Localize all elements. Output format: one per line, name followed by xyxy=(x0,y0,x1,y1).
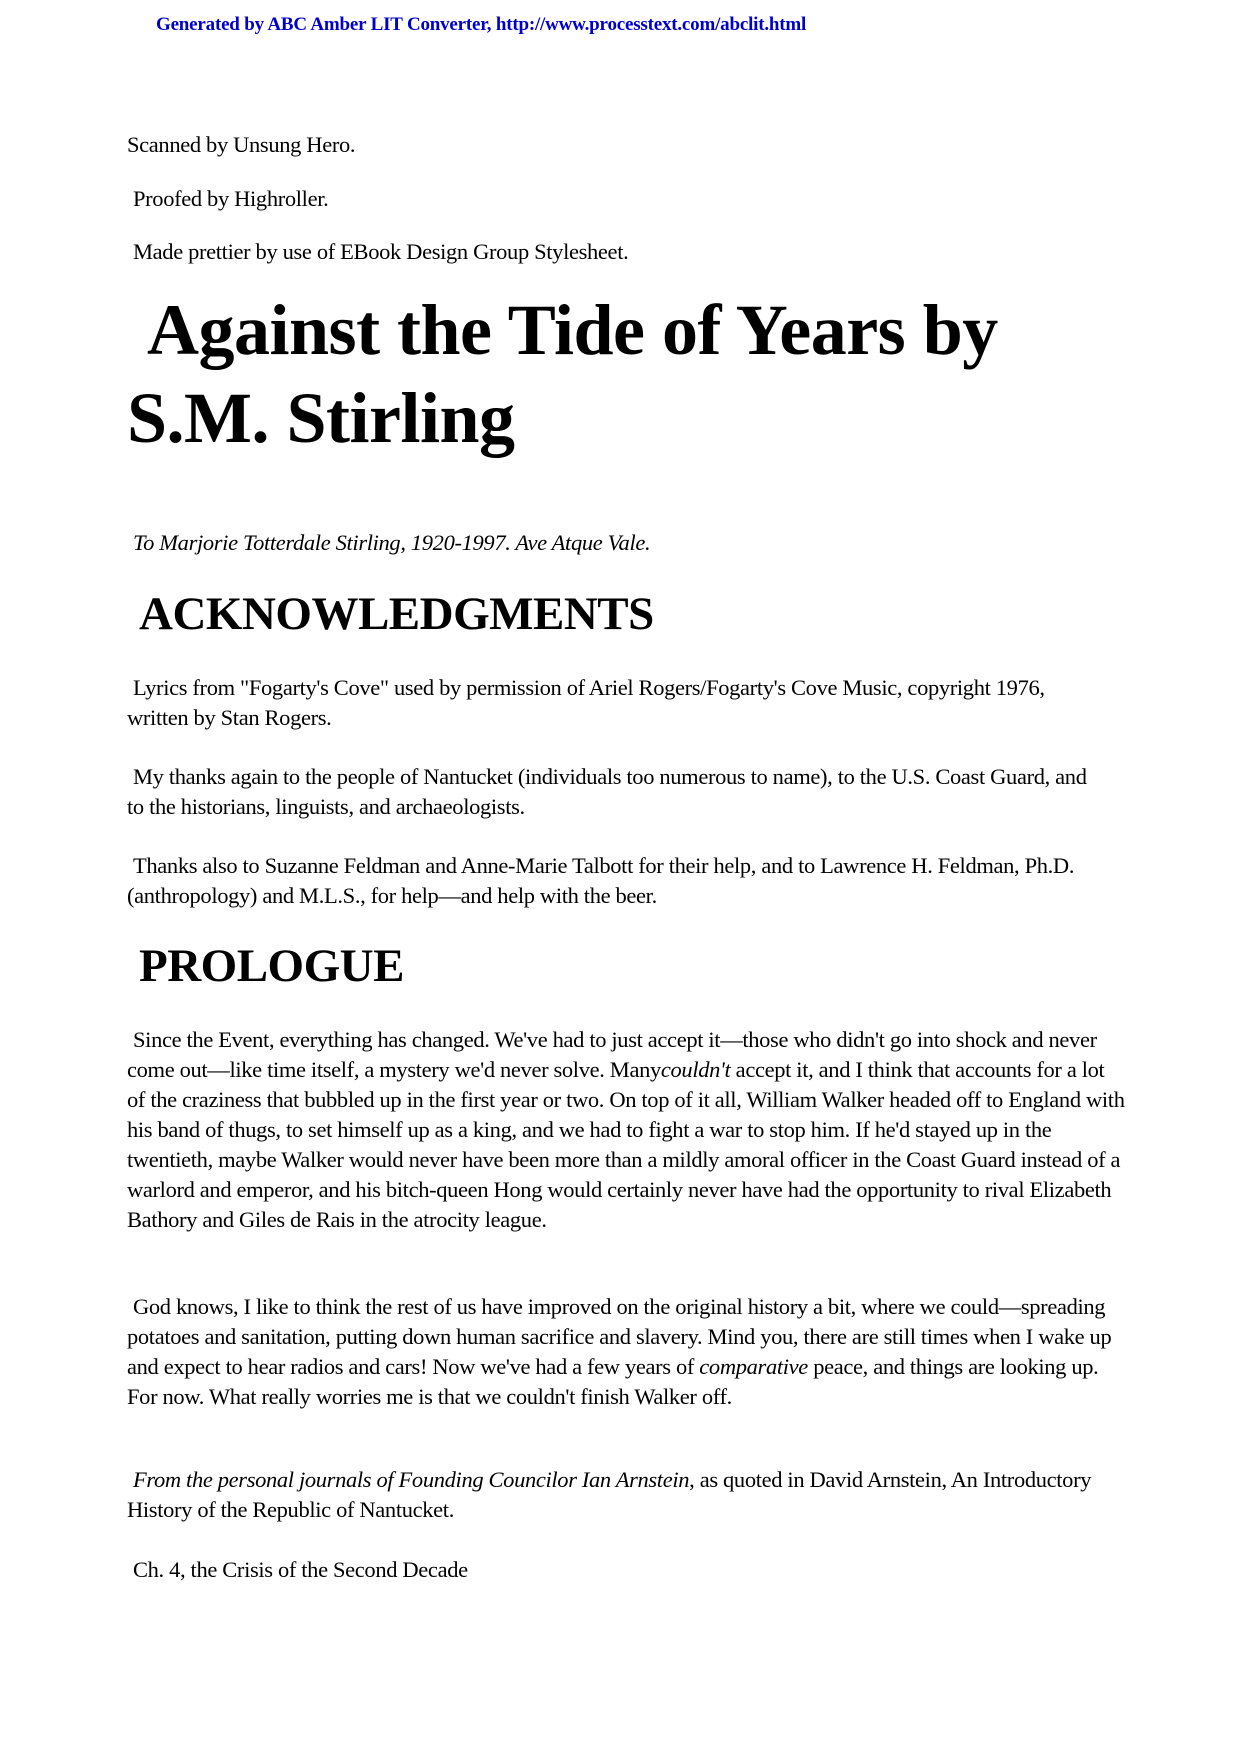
credit-scanned: Scanned by Unsung Hero. xyxy=(127,132,356,157)
prologue-paragraph-2: God knows, I like to think the rest of us have improved on the original history a bit, where we could—spreading potatoes and sanitation, putting down human sacrifice and slavery. Mind you, there are still times when I wake up and expect to hear radios and cars! Now we've had a few years of comparative peace, and things are looking up. For now. What really worries me is that we couldn't finish Walker off. xyxy=(127,1294,1112,1409)
credit-stylesheet: Made prettier by use of EBook Design Group Stylesheet. xyxy=(133,239,629,264)
book-title-line2: S.M. Stirling xyxy=(127,378,515,458)
acknowledgments-heading: ACKNOWLEDGMENTS xyxy=(139,588,654,640)
book-title-line1: Against the Tide of Years by xyxy=(147,290,998,370)
prologue-paragraph-1: Since the Event, everything has changed. We've had to just accept it—those who didn't go into shock and never come out—like time itself, a mystery we'd never solve. Manycouldn't accept it, and I think that accounts for a lot of the craziness that bubbled up in the first year or two. On top of it all, William Walker headed off to England with his band of thugs, to set himself up as a king, and we had to fight a war to stop him. If he'd stayed up in the twentieth, maybe Walker would never have been more than a mildly amoral officer in the Coast Guard instead of a warlord and emperor, and his bitch-queen Hong would certainly never have had the opportunity to rival Elizabeth Bathory and Giles de Rais in the atrocity league. xyxy=(127,1027,1125,1232)
ack-paragraph-1: Lyrics from "Fogarty's Cove" used by permission of Ariel Rogers/Fogarty's Cove Music, copyright 1976, written by Stan Rogers. xyxy=(127,675,1045,730)
journal-citation: From the personal journals of Founding Councilor Ian Arnstein, as quoted in David Arnstein, An Introductory History of the Republic of Nantucket. xyxy=(127,1467,1092,1522)
dedication: To Marjorie Totterdale Stirling, 1920-1997. Ave Atque Vale. xyxy=(133,530,651,555)
credit-proofed: Proofed by Highroller. xyxy=(133,186,329,211)
prologue-heading: PROLOGUE xyxy=(139,940,404,992)
chapter-reference: Ch. 4, the Crisis of the Second Decade xyxy=(133,1557,468,1582)
ack-paragraph-3: Thanks also to Suzanne Feldman and Anne-Marie Talbott for their help, and to Lawrence H. Feldman, Ph.D. (anthropology) and M.L.S., for help—and help with the beer. xyxy=(127,853,1075,908)
ack-paragraph-2: My thanks again to the people of Nantucket (individuals too numerous to name), to the U.S. Coast Guard, and to the historians, linguists, and archaeologists. xyxy=(127,764,1087,819)
converter-banner: Generated by ABC Amber LIT Converter, http://www.processtext.com/abclit.html xyxy=(156,14,807,35)
